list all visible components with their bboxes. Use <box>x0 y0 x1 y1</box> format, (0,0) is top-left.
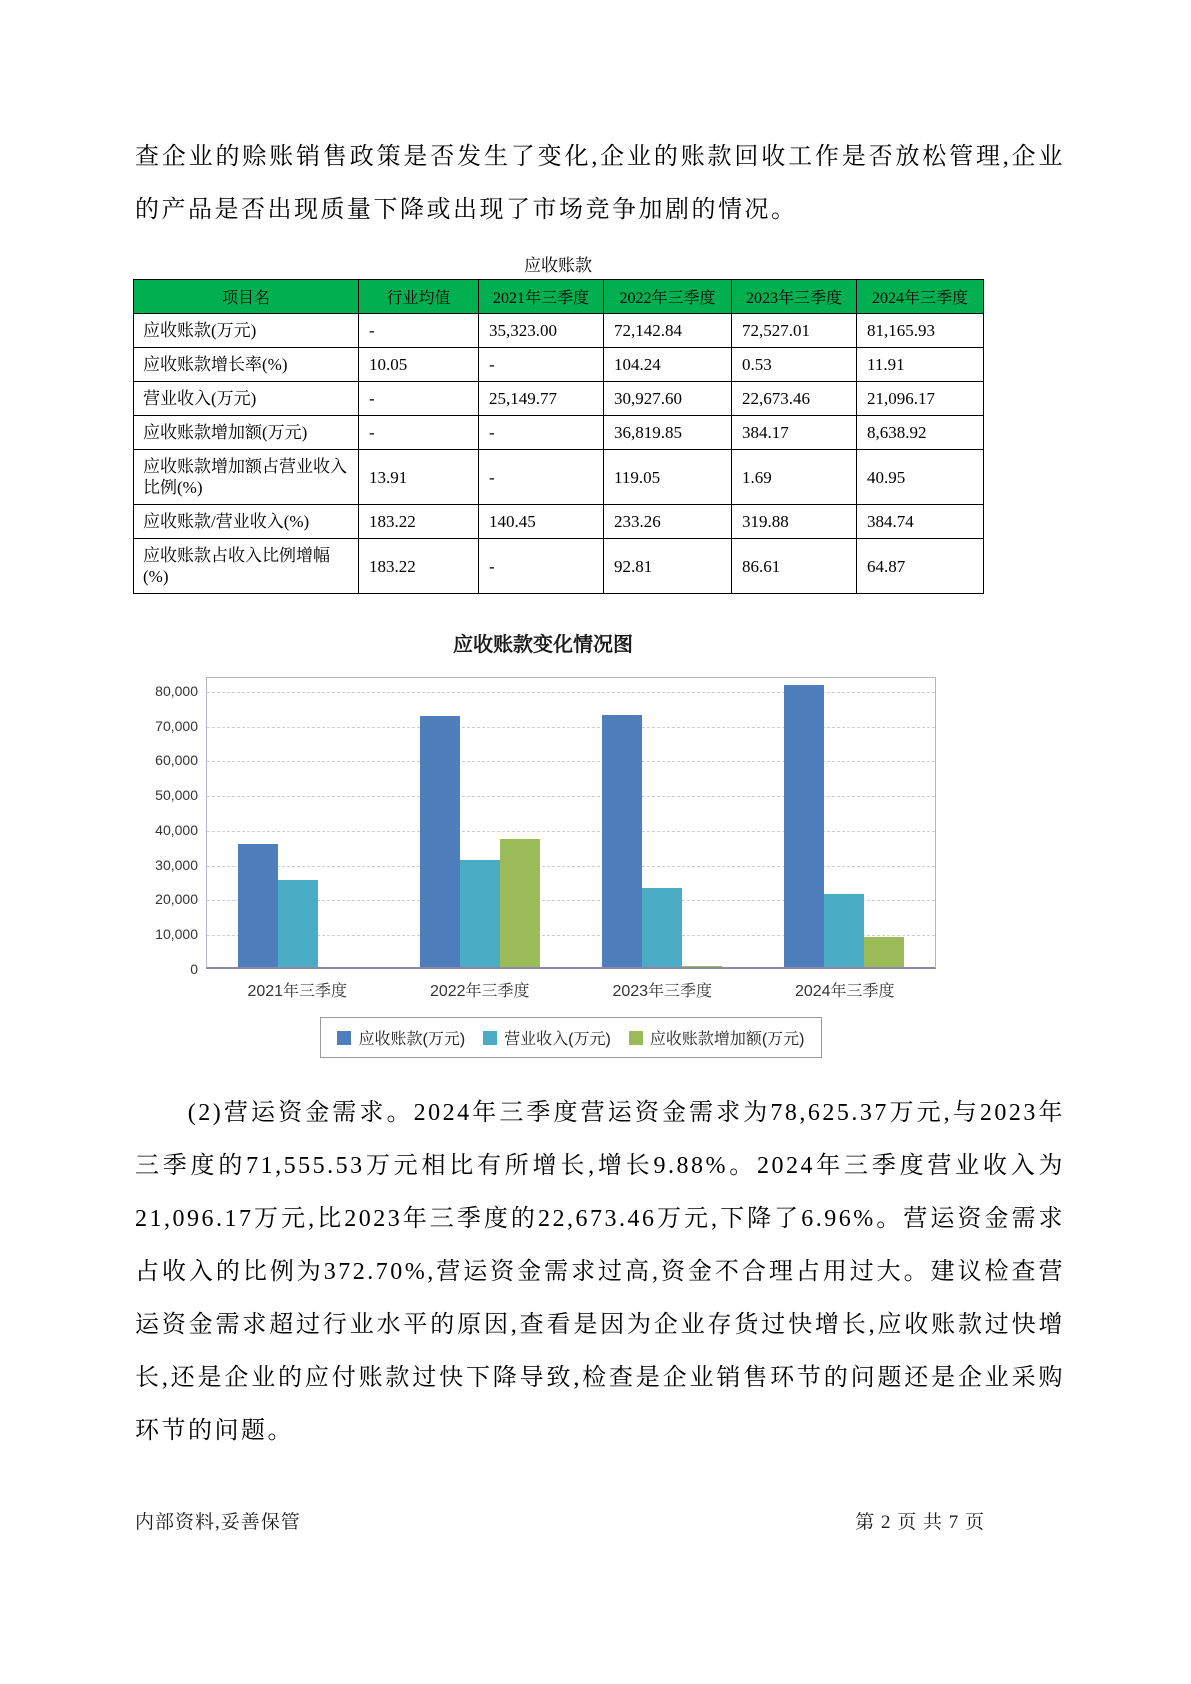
chart-legend-wrap <box>206 1017 936 1058</box>
cell-value: - <box>359 416 479 450</box>
cell-value: 183.22 <box>359 505 479 539</box>
bar <box>824 894 864 967</box>
y-axis-tick-label: 20,000 <box>155 891 198 908</box>
x-axis-category-label: 2023年三季度 <box>612 983 713 1000</box>
legend-swatch-icon <box>337 1031 351 1045</box>
cell-value: 140.45 <box>479 505 604 539</box>
cell-value: - <box>479 416 604 450</box>
chart-body <box>148 677 1048 977</box>
y-axis-tick-label: 40,000 <box>155 821 198 838</box>
row-label: 应收账款占收入比例增幅(%) <box>134 539 359 594</box>
row-label: 应收账款/营业收入(%) <box>134 505 359 539</box>
bar <box>278 880 318 967</box>
chart-bars <box>207 678 935 967</box>
bar <box>602 715 642 967</box>
legend-label: 应收账款增加额(万元) <box>649 1031 805 1048</box>
cell-value: 11.91 <box>857 348 984 382</box>
bar <box>682 966 722 967</box>
cell-value: 86.61 <box>732 539 857 594</box>
row-label: 应收账款增加额(万元) <box>134 416 359 450</box>
bar-group <box>389 678 571 967</box>
legend-item <box>337 1026 465 1049</box>
legend-item <box>629 1026 805 1049</box>
table-header-row <box>134 280 984 314</box>
bar-group <box>571 678 753 967</box>
cell-value: - <box>359 314 479 348</box>
table-row <box>134 348 984 382</box>
cell-value: 0.53 <box>732 348 857 382</box>
table-column-header: 项目名 <box>134 280 359 314</box>
paragraph-credit-policy: 查企业的赊账销售政策是否发生了变化,企业的账款回收工作是否放松管理,企业的产品是否出现质量下降或出现了市场竞争加剧的情况。 <box>135 144 1065 223</box>
legend-label: 应收账款(万元) <box>358 1031 466 1048</box>
cell-value: 384.17 <box>732 416 857 450</box>
receivables-table <box>133 279 984 594</box>
table-body <box>134 314 984 594</box>
row-label: 应收账款增加额占营业收入比例(%) <box>134 450 359 505</box>
table-column-header: 2024年三季度 <box>857 280 984 314</box>
bar <box>420 716 460 967</box>
chart-x-axis <box>206 978 936 1001</box>
cell-value: 8,638.92 <box>857 416 984 450</box>
chart-legend <box>320 1017 821 1058</box>
x-axis-category-label: 2021年三季度 <box>247 983 348 1000</box>
cell-value: - <box>479 539 604 594</box>
y-axis-tick-label: 60,000 <box>155 752 198 769</box>
bar-group <box>753 678 935 967</box>
x-axis-category-label: 2022年三季度 <box>429 983 530 1000</box>
table-caption: 应收账款 <box>524 256 592 275</box>
cell-value: - <box>479 348 604 382</box>
legend-swatch-icon <box>483 1031 497 1045</box>
y-axis-tick-label: 80,000 <box>155 682 198 699</box>
bar <box>238 844 278 967</box>
cell-value: 40.95 <box>857 450 984 505</box>
cell-value: - <box>359 382 479 416</box>
cell-value: 10.05 <box>359 348 479 382</box>
cell-value: 25,149.77 <box>479 382 604 416</box>
cell-value: 72,527.01 <box>732 314 857 348</box>
y-axis-tick-label: 10,000 <box>155 926 198 943</box>
cell-value: 233.26 <box>604 505 732 539</box>
bar <box>864 937 904 967</box>
row-label: 应收账款(万元) <box>134 314 359 348</box>
bar <box>500 839 540 967</box>
y-axis-tick-label: 70,000 <box>155 717 198 734</box>
bar <box>784 685 824 967</box>
table-column-header: 2021年三季度 <box>479 280 604 314</box>
table-row <box>134 539 984 594</box>
table-row <box>134 382 984 416</box>
table-column-header: 行业均值 <box>359 280 479 314</box>
chart-title: 应收账款变化情况图 <box>453 634 633 656</box>
cell-value: - <box>479 450 604 505</box>
cell-value: 119.05 <box>604 450 732 505</box>
paragraph-working-capital: (2)营运资金需求。2024年三季度营运资金需求为78,625.37万元,与2023年三季度的71,555.53万元相比有所增长,增长9.88%。2024年三季度营业收入为21,096.17万元,比2023年三季度的22,673.46万元,下降了6.96%。营运资金需求占收入的比例为372.70%,营运资金需求过高,资金不合理占用过大。建议检查营运资金需求超过行业水平的原因,查看是因为企业存货过快增长,应收账款过快增长,还是企业的应付账款过快下降导致,检查是企业销售环节的问题还是企业采购环节的问题。 <box>135 1100 1065 1444</box>
legend-swatch-icon <box>629 1031 643 1045</box>
footer-confidential-note: 内部资料,妥善保管 <box>135 1512 301 1533</box>
cell-value: 35,323.00 <box>479 314 604 348</box>
y-axis-tick-label: 0 <box>190 961 198 977</box>
cell-value: 384.74 <box>857 505 984 539</box>
bar-group <box>207 678 389 967</box>
chart-plot-area <box>206 677 936 969</box>
table-row <box>134 505 984 539</box>
cell-value: 183.22 <box>359 539 479 594</box>
cell-value: 92.81 <box>604 539 732 594</box>
table-row <box>134 416 984 450</box>
y-axis-tick-label: 30,000 <box>155 856 198 873</box>
footer-page-number: 第 2 页 共 7 页 <box>855 1512 985 1533</box>
table-column-header: 2023年三季度 <box>732 280 857 314</box>
x-axis-category-label: 2024年三季度 <box>794 983 895 1000</box>
cell-value: 64.87 <box>857 539 984 594</box>
legend-item <box>483 1026 611 1049</box>
cell-value: 21,096.17 <box>857 382 984 416</box>
table-row <box>134 450 984 505</box>
receivables-chart <box>148 628 1048 1058</box>
cell-value: 13.91 <box>359 450 479 505</box>
bar <box>460 860 500 968</box>
row-label: 应收账款增长率(%) <box>134 348 359 382</box>
cell-value: 319.88 <box>732 505 857 539</box>
cell-value: 72,142.84 <box>604 314 732 348</box>
cell-value: 104.24 <box>604 348 732 382</box>
cell-value: 30,927.60 <box>604 382 732 416</box>
cell-value: 81,165.93 <box>857 314 984 348</box>
table-column-header: 2022年三季度 <box>604 280 732 314</box>
cell-value: 22,673.46 <box>732 382 857 416</box>
cell-value: 1.69 <box>732 450 857 505</box>
y-axis-tick-label: 50,000 <box>155 787 198 804</box>
row-label: 营业收入(万元) <box>134 382 359 416</box>
cell-value: 36,819.85 <box>604 416 732 450</box>
chart-y-axis <box>148 677 206 977</box>
bar <box>642 888 682 967</box>
legend-label: 营业收入(万元) <box>504 1031 611 1048</box>
page-footer <box>135 1507 985 1534</box>
table-row <box>134 314 984 348</box>
